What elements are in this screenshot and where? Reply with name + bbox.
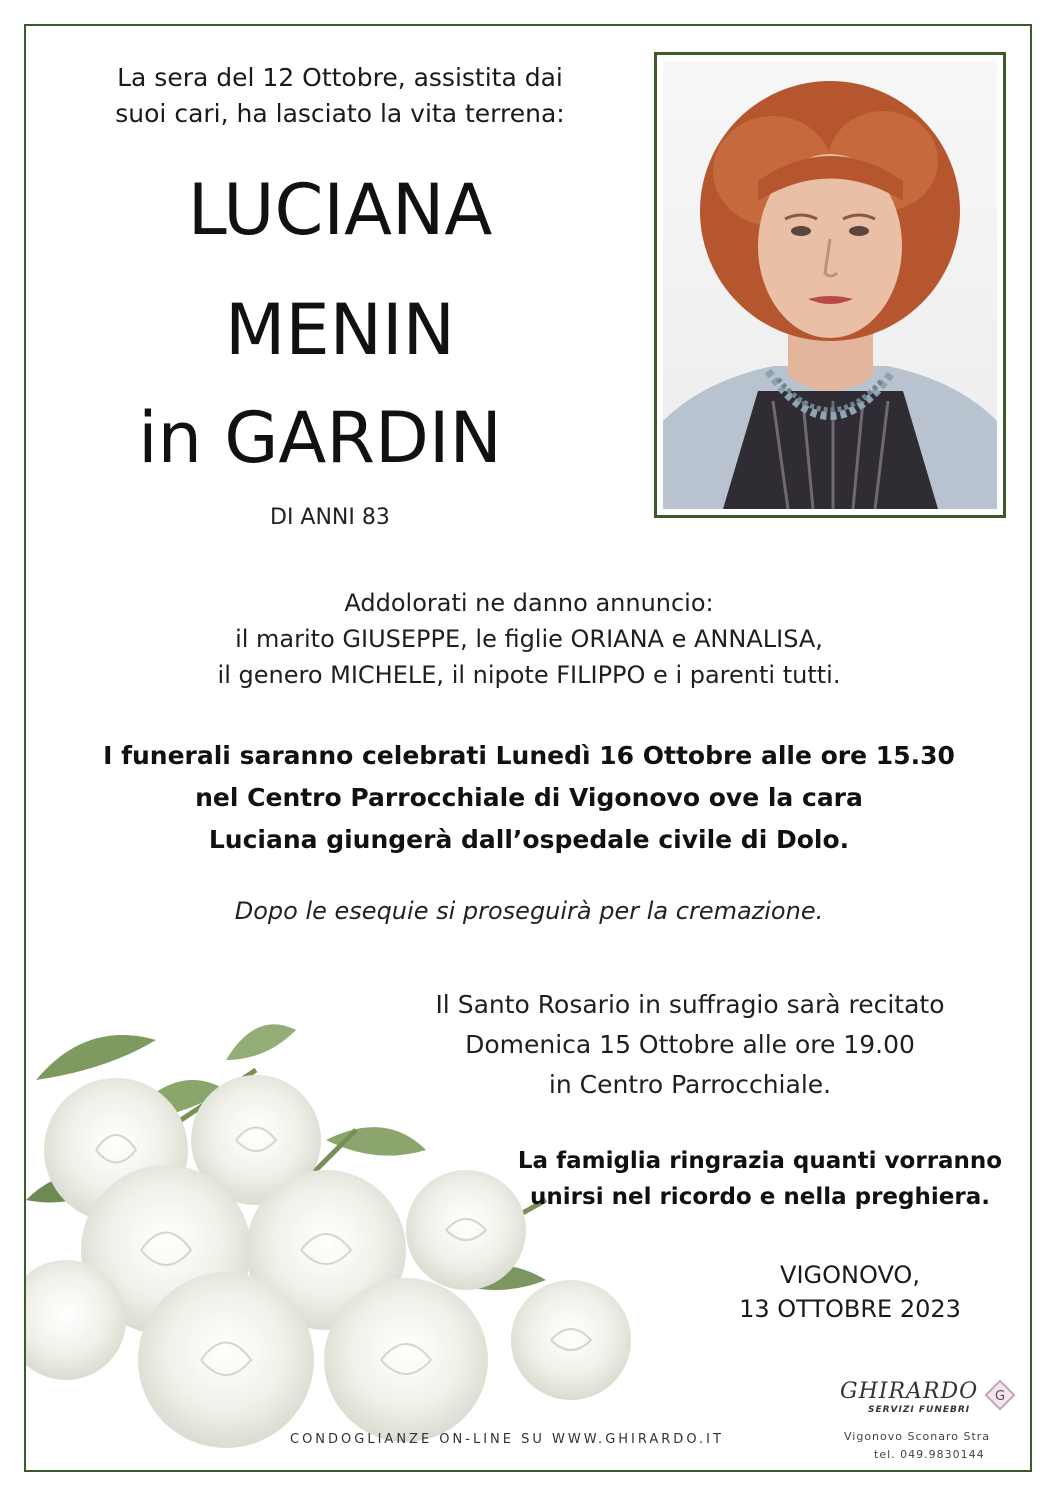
funeral-info [100,735,958,861]
place-date [700,1258,1000,1326]
thanks-line-2: unirsi nel ricordo e nella preghiera. [530,1184,990,1210]
date: 13 OTTOBRE 2023 [739,1295,961,1323]
portrait-illustration [663,61,997,509]
announcement [100,585,958,693]
rosary-info [390,985,990,1105]
place: VIGONOVO, [780,1261,920,1289]
announcement-line-3: il genero MICHELE, il nipote FILIPPO e i parenti tutti. [217,661,841,689]
rosary-line-1: Il Santo Rosario in suffragio sarà recitato [435,990,945,1019]
funeral-line-2: nel Centro Parrocchiale di Vigonovo ove la cara [195,783,863,812]
rosary-line-2: Domenica 15 Ottobre alle ore 19.00 [465,1030,915,1059]
rosary-line-3: in Centro Parrocchiale. [548,1070,832,1099]
funeral-line-1: I funerali saranno celebrati Lunedì 16 Ottobre alle ore 15.30 [103,741,955,770]
intro-line-2: suoi cari, ha lasciato la vita terrena: [115,99,565,128]
deceased-last-name: MENIN [225,289,455,371]
deceased-married-name: in GARDIN [138,397,502,479]
funeral-line-3: Luciana giungerà dall’ospedale civile di Dolo. [208,825,850,854]
logo-cities: Vigonovo Sconaro Stra [844,1430,991,1443]
logo-subtitle: SERVIZI FUNEBRI [868,1405,971,1415]
family-thanks [470,1143,1050,1215]
deceased-first-name: LUCIANA [187,169,493,251]
deceased-age: DI ANNI 83 [270,505,390,530]
announcement-line-1: Addolorati ne danno annuncio: [344,589,714,617]
intro-text [60,60,620,132]
funeral-home-logo [830,1375,1030,1465]
portrait-photo [654,52,1006,518]
condolences-link[interactable]: CONDOGLIANZE ON-LINE SU WWW.GHIRARDO.IT [290,1432,724,1447]
logo-phone: tel. 049.9830144 [874,1448,985,1461]
announcement-line-2: il marito GIUSEPPE, le figlie ORIANA e ANNALISA, [235,625,823,653]
logo-mark-icon [984,1379,1016,1411]
thanks-line-1: La famiglia ringrazia quanti vorranno [517,1148,1003,1174]
intro-line-1: La sera del 12 Ottobre, assistita dai [117,63,563,92]
logo-name: GHIRARDO [840,1379,979,1404]
cremation-note: Dopo le esequie si proseguirà per la cremazione. [234,897,824,925]
logo-mark-letter: G [994,1389,1006,1404]
